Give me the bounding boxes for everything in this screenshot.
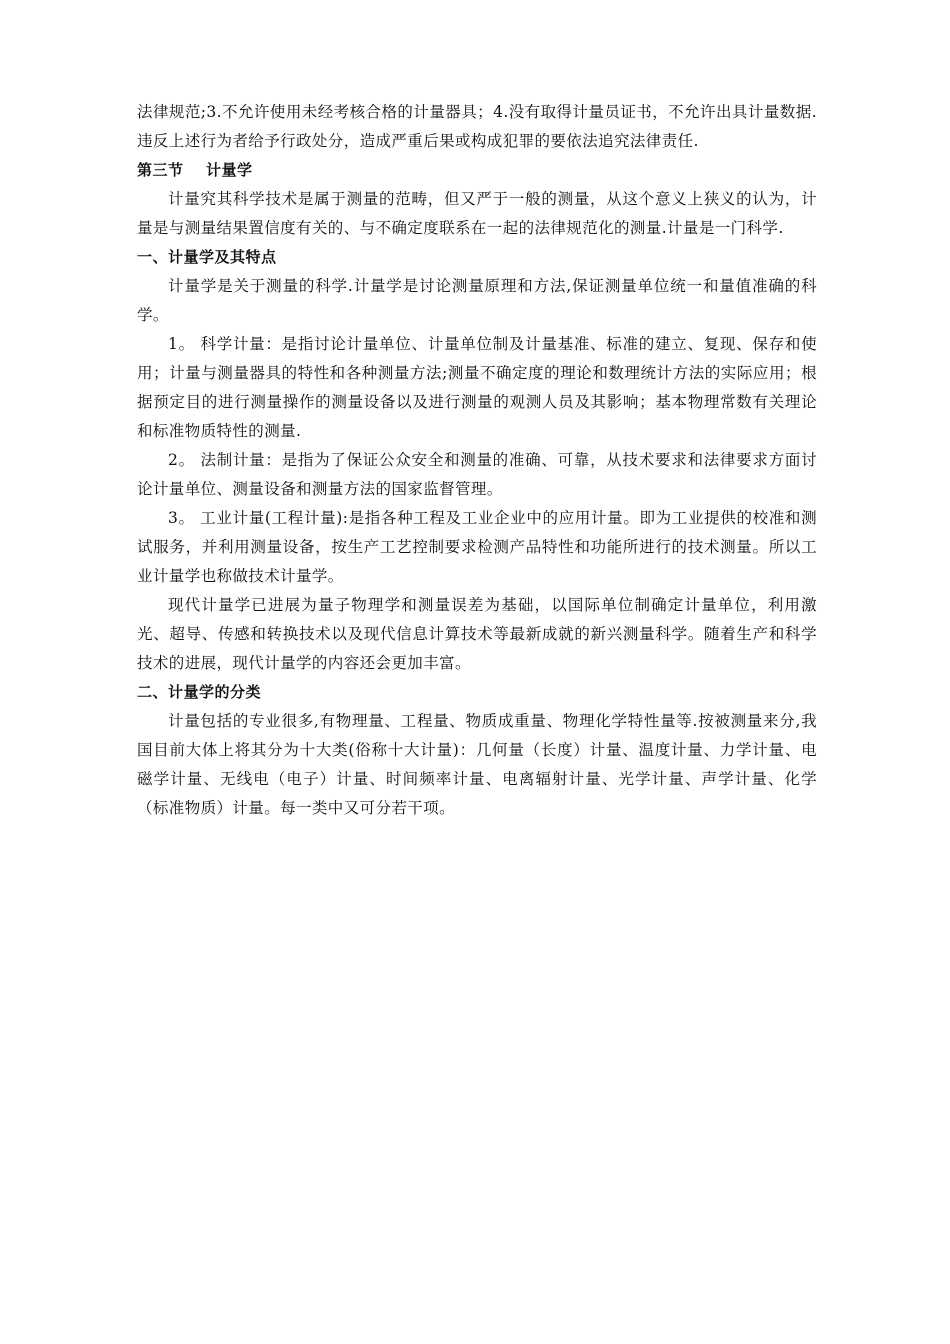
characteristics-paragraph: 计量学是关于测量的科学.计量学是讨论测量原理和方法,保证测量单位统一和量值准确的科学。 (137, 277, 817, 324)
section-paragraph: 计量究其科学技术是属于测量的范畴，但又严于一般的测量，从这个意义上狭义的认为，计量是与测量结果置信度有关的、与不确定度联系在一起的法律规范化的测量.计量是一门科学. (137, 190, 817, 237)
document-page (137, 98, 817, 823)
item-industrial-metrology: 3。 工业计量(工程计量):是指各种工程及工业企业中的应用计量。即为工业提供的校准和测试服务，并利用测量设备，按生产工艺控制要求检测产品特性和功能所进行的技术测量。所以工业计量学也称做技术计量学。 (137, 509, 817, 585)
section-title-text: 计量学 (206, 161, 253, 179)
classification-paragraph: 计量包括的专业很多,有物理量、工程量、物质成重量、物理化学特性量等.按被测量来分,我国目前大体上将其分为十大类(俗称十大计量)：几何量（长度）计量、温度计量、力学计量、电磁学计量、无线电（电子）计量、时间频率计量、电离辐射计量、光学计量、声学计量、化学（标准物质）计量。每一类中又可分若干项。 (137, 712, 817, 817)
heading-characteristics: 一、计量学及其特点 (137, 248, 277, 266)
item-legal-metrology: 2。 法制计量：是指为了保证公众安全和测量的准确、可靠，从技术要求和法律要求方面讨论计量单位、测量设备和测量方法的国家监督管理。 (137, 451, 817, 498)
section-title (137, 156, 817, 185)
heading-classification: 二、计量学的分类 (137, 683, 262, 701)
intro-paragraph: 法律规范;3.不允许使用未经考核合格的计量器具；4.没有取得计量员证书，不允许出具计量数据.违反上述行为者给予行政处分，造成严重后果或构成犯罪的要依法追究法律责任. (137, 103, 817, 150)
item-scientific-metrology: 1。 科学计量：是指讨论计量单位、计量单位制及计量基准、标准的建立、复现、保存和使用；计量与测量器具的特性和各种测量方法;测量不确定度的理论和数理统计方法的实际应用；根据预定目的进行测量操作的测量设备以及进行测量的观测人员及其影响；基本物理常数有关理论和标准物质特性的测量. (137, 335, 817, 440)
modern-metrology-paragraph: 现代计量学已进展为量子物理学和测量误差为基础，以国际单位制确定计量单位，利用激光、超导、传感和转换技术以及现代信息计算技术等最新成就的新兴测量科学。随着生产和科学技术的进展，现代计量学的内容还会更加丰富。 (137, 596, 817, 672)
section-title-number: 第三节 (137, 161, 184, 179)
